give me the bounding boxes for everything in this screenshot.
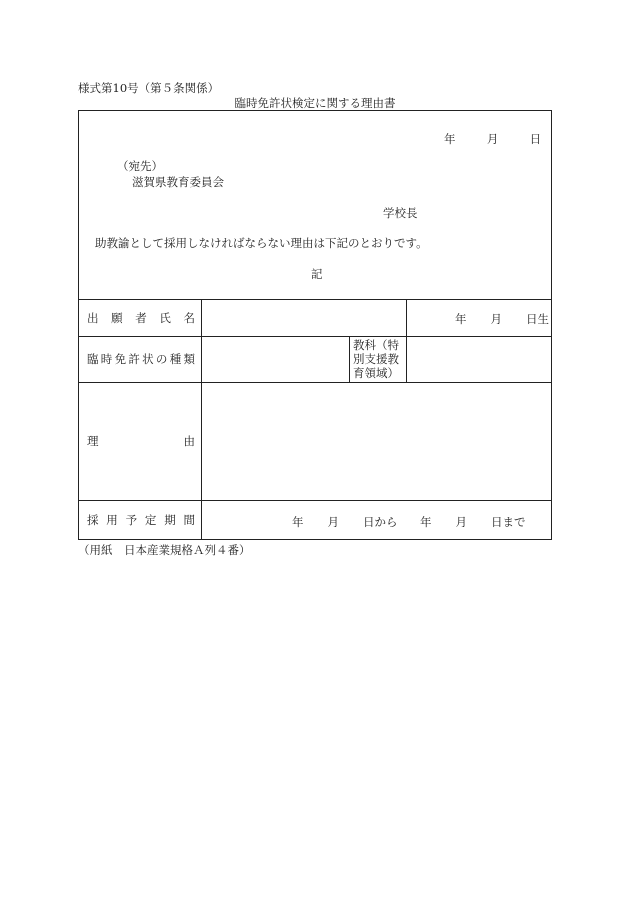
period-label: 採 用 予 定 期 間 bbox=[87, 512, 195, 527]
date-month-label: 月 bbox=[486, 132, 499, 146]
date-day-label: 日 bbox=[529, 132, 542, 146]
applicant-name-label: 出 願 者 氏 名 bbox=[87, 310, 195, 325]
period-from: 年 月 日から bbox=[292, 515, 398, 529]
subject-label: 教科（特 別支援教 育領域） bbox=[353, 337, 399, 380]
statement-text: 助教諭として採用しなければならない理由は下記のとおりです。 bbox=[95, 236, 428, 250]
recipient-label: （宛先） bbox=[117, 159, 163, 173]
birth-date: 年 月 日生 bbox=[455, 312, 549, 326]
form-number: 様式第10号（第５条関係） bbox=[78, 81, 220, 95]
submission-date bbox=[444, 131, 541, 147]
period-to: 年 月 日まで bbox=[420, 515, 526, 529]
license-type-label: 臨 時 免 許 状 の 種 類 bbox=[87, 352, 195, 366]
principal-label: 学校長 bbox=[383, 206, 418, 220]
form-box bbox=[78, 110, 552, 540]
ki-label: 記 bbox=[311, 267, 323, 281]
document-title: 臨時免許状検定に関する理由書 bbox=[234, 96, 396, 110]
date-year-label: 年 bbox=[444, 132, 456, 146]
reason-label: 理 由 bbox=[87, 434, 195, 448]
paper-size-note: （用紙 日本産業規格Ａ列４番） bbox=[78, 543, 251, 557]
label-column-divider bbox=[201, 299, 202, 539]
recipient-name: 滋賀県教育委員会 bbox=[132, 175, 224, 189]
